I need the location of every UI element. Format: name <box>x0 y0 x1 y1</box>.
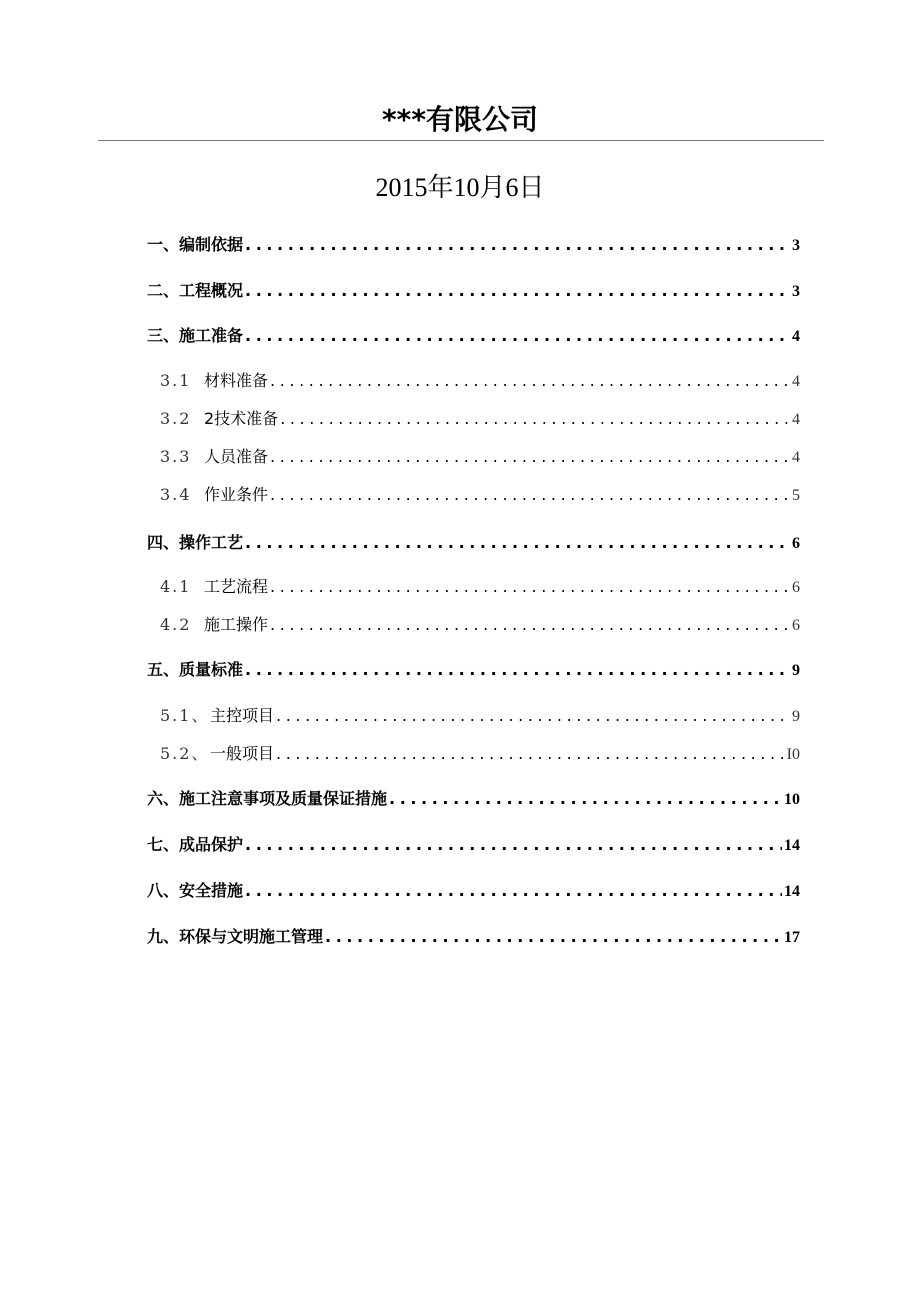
toc-page-number: 4 <box>792 328 800 345</box>
toc-section-number: 5.1、 <box>160 706 210 725</box>
toc-dot-leader <box>325 924 782 950</box>
toc-section-number: 4.2 <box>160 615 192 634</box>
toc-entry-2[interactable] <box>147 278 800 304</box>
toc-dot-leader <box>270 368 790 394</box>
toc-entry-6[interactable] <box>147 786 800 812</box>
toc-dot-leader <box>245 657 790 683</box>
toc-section-number: 3.4 <box>160 485 192 504</box>
toc-dot-leader <box>245 278 790 304</box>
toc-page-number: 6 <box>792 579 800 596</box>
toc-entry-5-2[interactable] <box>160 741 800 767</box>
toc-page-number: 5 <box>792 487 800 504</box>
toc-label: 五、质量标准 <box>147 660 244 679</box>
toc-label: 人员准备 <box>204 447 269 466</box>
toc-page-number: 14 <box>784 837 800 854</box>
toc-dot-leader <box>270 482 790 508</box>
toc-dot-leader <box>245 878 782 904</box>
document-date: 2015年10月6日 <box>375 173 545 202</box>
toc-entry-4-1[interactable] <box>160 574 800 600</box>
toc-page-number: 10 <box>784 791 800 808</box>
toc-page-number: 17 <box>784 929 800 946</box>
toc-dot-leader <box>245 232 790 258</box>
toc-section-number: 3.3 <box>160 447 192 466</box>
toc-page-number: 9 <box>792 708 800 725</box>
toc-entry-3-2[interactable] <box>160 406 800 432</box>
toc-page-number: 3 <box>792 237 800 254</box>
toc-label: 六、施工注意事项及质量保证措施 <box>147 789 388 808</box>
toc-entry-1[interactable] <box>147 232 800 258</box>
toc-label: 作业条件 <box>204 485 269 504</box>
company-title: ***有限公司 <box>382 103 538 136</box>
toc-page-number: 6 <box>792 535 800 552</box>
toc-dot-leader <box>245 530 790 556</box>
toc-label: 施工操作 <box>204 615 269 634</box>
toc-page-number: 4 <box>792 373 800 390</box>
toc-entry-3[interactable] <box>147 323 800 349</box>
toc-label: 2技术准备 <box>204 409 279 428</box>
toc-label: 一、编制依据 <box>147 235 244 254</box>
toc-label: 材料准备 <box>204 371 269 390</box>
toc-page-number: 3 <box>792 283 800 300</box>
toc-page-number: 14 <box>784 883 800 900</box>
toc-entry-5-1[interactable] <box>160 703 800 729</box>
toc-entry-3-1[interactable] <box>160 368 800 394</box>
toc-entry-5[interactable] <box>147 657 800 683</box>
toc-label: 四、操作工艺 <box>147 533 244 552</box>
toc-label: 主控项目 <box>210 706 275 725</box>
toc-entry-3-3[interactable] <box>160 444 800 470</box>
toc-page-number: 4 <box>792 411 800 428</box>
toc-dot-leader <box>245 832 782 858</box>
toc-dot-leader <box>280 406 790 432</box>
toc-dot-leader <box>270 612 790 638</box>
toc-dot-leader <box>389 786 782 812</box>
toc-entry-9[interactable] <box>147 924 800 950</box>
toc-page-number: I0 <box>786 746 800 763</box>
toc-entry-8[interactable] <box>147 878 800 904</box>
toc-dot-leader <box>270 574 790 600</box>
toc-label: 七、成品保护 <box>147 835 244 854</box>
toc-dot-leader <box>276 703 790 729</box>
toc-section-number: 4.1 <box>160 577 192 596</box>
toc-entry-3-4[interactable] <box>160 482 800 508</box>
toc-entry-4[interactable] <box>147 530 800 556</box>
toc-section-number: 3.2 <box>160 409 192 428</box>
toc-page-number: 6 <box>792 617 800 634</box>
toc-section-number: 5.2、 <box>160 744 210 763</box>
toc-label: 一般项目 <box>210 744 275 763</box>
toc-label: 工艺流程 <box>204 577 269 596</box>
toc-section-number: 3.1 <box>160 371 192 390</box>
toc-page-number: 9 <box>792 662 800 679</box>
toc-entry-4-2[interactable] <box>160 612 800 638</box>
toc-dot-leader <box>245 323 790 349</box>
toc-page-number: 4 <box>792 449 800 466</box>
toc-label: 二、工程概况 <box>147 281 244 300</box>
toc-entry-7[interactable] <box>147 832 800 858</box>
toc-label: 九、环保与文明施工管理 <box>147 927 324 946</box>
toc-label: 三、施工准备 <box>147 326 244 345</box>
toc-dot-leader <box>270 444 790 470</box>
toc-dot-leader <box>276 741 785 767</box>
toc-label: 八、安全措施 <box>147 881 244 900</box>
